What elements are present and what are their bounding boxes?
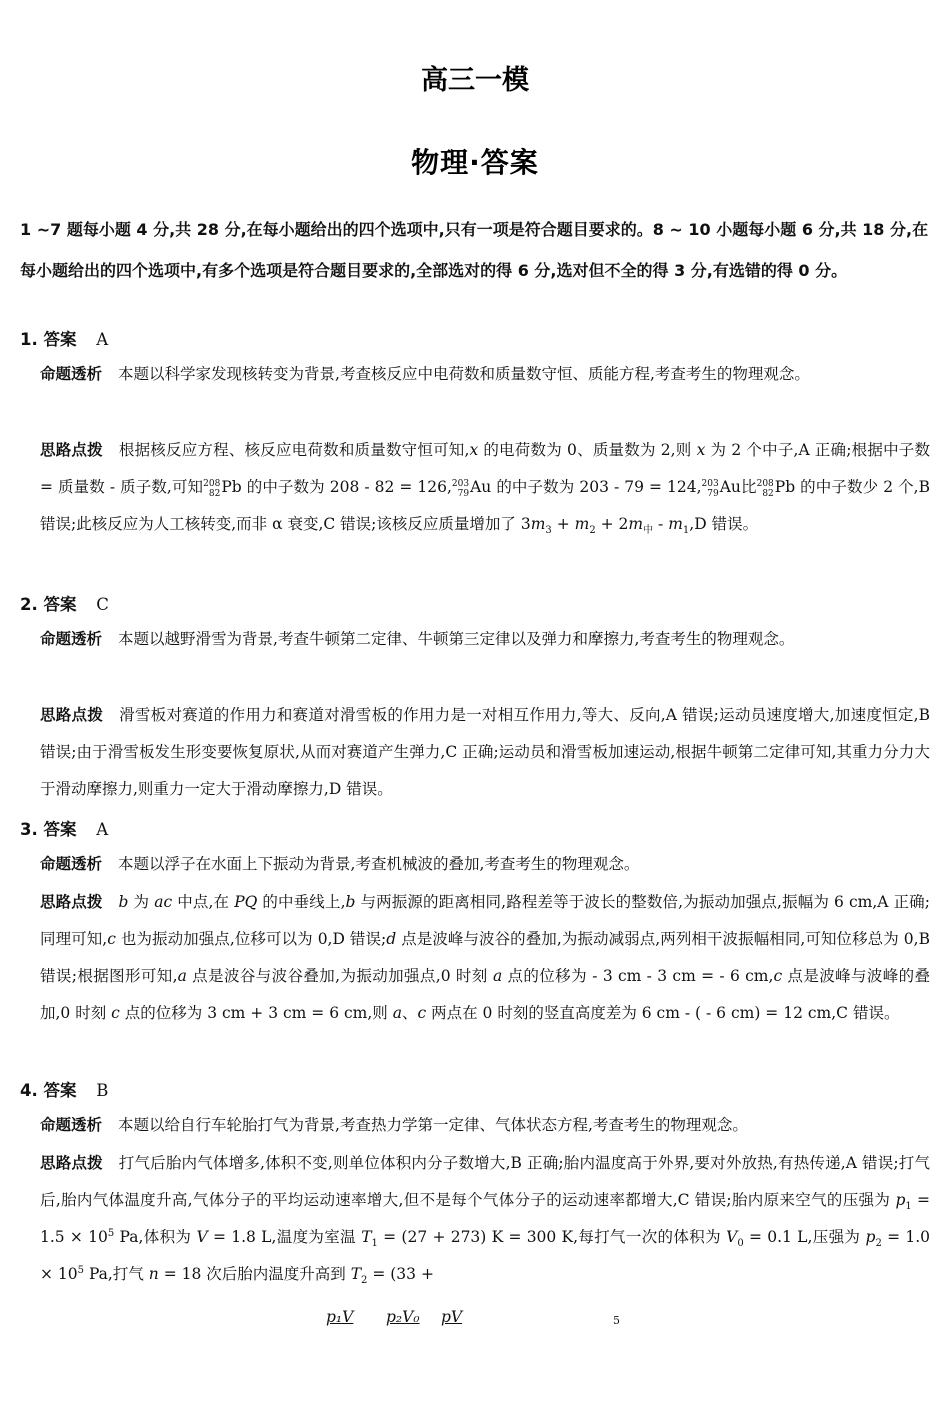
answer-label: 答案: [43, 820, 77, 839]
text-run: +: [551, 515, 575, 533]
text-run: 根据核反应方程、核反应电荷数和质量数守恒可知,: [118, 441, 470, 459]
subscript: 1: [371, 1238, 378, 1250]
text-run: = 1.5 × 10: [40, 1191, 930, 1246]
approach-label: 思路点拨: [40, 441, 103, 459]
answer-value: B: [96, 1081, 109, 1100]
answer-label: 答案: [43, 1081, 77, 1100]
variable: x: [469, 441, 479, 459]
superscript: 5: [107, 1227, 115, 1239]
formula-fragment: p₂V₀: [386, 1308, 420, 1326]
question-1-analysis: [40, 356, 930, 393]
atomic-number: 82: [208, 489, 221, 499]
mass-number: 203: [701, 479, 719, 489]
analysis-text: 本题以越野滑雪为背景,考查牛顿第二定律、牛顿第三定律以及弹力和摩擦力,考查考生的物理观念。: [118, 630, 795, 648]
variable: m: [574, 515, 590, 533]
text-run: 为 2 个中子,A 正确;根据中子数 = 质量数 - 质子数,可知: [40, 441, 931, 496]
text-run: 两点在 0 时刻的竖直高度差为 6 cm - ( - 6 cm) = 12 cm,C 错误。: [426, 1004, 900, 1022]
pb-isotope-index: [203, 479, 220, 499]
scoring-instructions: 1 ~7 题每小题 4 分,共 28 分,在每小题给出的四个选项中,只有一项是符合题目要求的。8 ~ 10 小题每小题 6 分,共 18 分,在每小题给出的四个选项中,有多个选项是符合题目要求的,全部选对的得 6 分,选对但不全的得 3 分,有选错的得 0 分。: [20, 220, 929, 280]
variable: m: [530, 515, 546, 533]
variable: ac: [154, 893, 173, 911]
variable: V: [726, 1228, 738, 1246]
variable: n: [148, 1265, 159, 1283]
page-subtitle: 物理·答案: [411, 146, 539, 179]
text-run: 中点,在: [172, 893, 235, 911]
analysis-label: 命题透析: [40, 630, 103, 648]
text-run: Pb 的中子数为 208 - 82 = 126,: [221, 478, 452, 496]
variable: m: [668, 515, 683, 533]
analysis-text: 本题以给自行车轮胎打气为背景,考查热力学第一定律、气体状态方程,考查考生的物理观念。: [118, 1116, 748, 1134]
approach-label: 思路点拨: [40, 706, 104, 724]
subscript: 1: [682, 525, 690, 537]
text-run: 打气后胎内气体增多,体积不变,则单位体积内分子数增大,B 正确;胎内温度高于外界,要对外放热,有热传递,A 错误;打气后,胎内气体温度升高,气体分子的平均运动速率增大,但不是每个气体分子的运动速率都增大,C 错误;胎内原来空气的压强为: [40, 1154, 930, 1209]
text-run: Au比: [719, 478, 757, 496]
text-run: -: [653, 515, 669, 533]
question-1-approach: [40, 432, 930, 543]
variable: T: [361, 1228, 372, 1246]
text-run: 点是波峰与波谷的叠加,为振动减弱点,两列相干波振幅相同,可知位移总为 0,B 错误;根据图形可知,: [40, 930, 930, 985]
subscript: 3: [545, 525, 552, 537]
text-run: = (33 +: [367, 1265, 434, 1283]
mass-number: 208: [756, 479, 774, 489]
atomic-number: 79: [457, 489, 470, 499]
variable: c: [107, 930, 116, 948]
superscript: 5: [77, 1264, 85, 1276]
approach-label: 思路点拨: [40, 1154, 103, 1172]
subscript: 1: [905, 1201, 912, 1213]
question-3-answer: [20, 816, 108, 840]
analysis-text: 本题以科学家发现核转变为背景,考查核反应中电荷数和质量数守恒、质能方程,考查考生的物理观念。: [118, 365, 810, 383]
formula-fragment: p₁V: [326, 1308, 354, 1326]
analysis-label: 命题透析: [40, 855, 103, 873]
text-run: = 1.0 × 10: [40, 1228, 930, 1283]
variable: m: [628, 515, 644, 533]
text-run: Au 的中子数为 203 - 79 = 124,: [470, 478, 702, 496]
variable: c: [111, 1004, 120, 1022]
subscript: 2: [361, 1275, 368, 1287]
variable: V: [196, 1228, 208, 1246]
text-run: Pa,体积为: [114, 1228, 197, 1246]
text-run: 点是波峰与波峰的叠加,0 时刻: [40, 967, 931, 1022]
formula-fragment: pV: [441, 1308, 463, 1326]
question-1-answer: [20, 326, 108, 350]
atomic-number: 79: [707, 489, 719, 499]
variable: b: [118, 893, 129, 911]
answer-value: A: [96, 330, 109, 349]
text-run: 为: [128, 893, 155, 911]
text-run: 、: [402, 1004, 418, 1022]
variable: p: [865, 1228, 876, 1246]
text-run: 的电荷数为 0、质量数为 2,则: [478, 441, 697, 459]
variable: d: [386, 930, 397, 948]
text-run: Pb 的中子数少 2 个,B 错误;此核反应为人工核转变,而非 α 衰变,C 错误;该核反应质量增加了 3: [40, 478, 931, 533]
question-number: 3.: [20, 820, 38, 839]
variable: PQ: [234, 893, 258, 911]
text-run: Pa,打气: [84, 1265, 149, 1283]
variable: a: [177, 967, 187, 985]
answer-label: 答案: [43, 330, 77, 349]
variable: a: [392, 1004, 402, 1022]
text-run: 点的位移为 3 cm + 3 cm = 6 cm,则: [119, 1004, 393, 1022]
atomic-number: 82: [762, 489, 774, 499]
question-number: 4.: [20, 1081, 38, 1100]
question-4-answer: [20, 1077, 108, 1101]
text-run: ,D 错误。: [689, 515, 759, 533]
question-4-approach: [40, 1145, 930, 1293]
variable: T: [350, 1265, 362, 1283]
analysis-label: 命题透析: [40, 1116, 103, 1134]
text-run: 的中垂线上,: [257, 893, 346, 911]
subscript: 0: [737, 1238, 744, 1250]
pb-isotope-index: [757, 479, 774, 499]
variable: c: [773, 967, 783, 985]
question-4-analysis: [40, 1107, 930, 1144]
mass-number: 208: [203, 479, 221, 489]
variable: x: [696, 441, 706, 459]
text-run: 点的位移为 - 3 cm - 3 cm = - 6 cm,: [502, 967, 774, 985]
answer-value: C: [96, 595, 109, 614]
text-run: + 2: [595, 515, 629, 533]
variable: a: [492, 967, 503, 985]
question-3-analysis: [40, 846, 930, 883]
question-2-analysis: [40, 621, 930, 658]
au-isotope-index: [452, 479, 469, 499]
au-isotope-index: [702, 479, 719, 499]
text-run: 也为振动加强点,位移可以为 0,D 错误;: [115, 930, 387, 948]
answer-label: 答案: [43, 595, 77, 614]
question-2-approach: [40, 697, 930, 808]
text-run: 点是波谷与波谷叠加,为振动加强点,0 时刻: [186, 967, 493, 985]
text-run: 与两振源的距离相同,路程差等于波长的整数倍,为振动加强点,振幅为 6 cm,A 正确;同理可知,: [40, 893, 930, 948]
page-number: 5: [613, 1314, 620, 1327]
analysis-label: 命题透析: [40, 365, 103, 383]
mass-number: 203: [451, 479, 470, 489]
text-run: = 0.1 L,压强为: [743, 1228, 866, 1246]
answer-value: A: [96, 820, 109, 839]
question-2-answer: [20, 591, 109, 615]
question-3-approach: [40, 884, 930, 1032]
approach-text: 滑雪板对赛道的作用力和赛道对滑雪板的作用力是一对相互作用力,等大、反向,A 错误;运动员速度增大,加速度恒定,B 错误;由于滑雪板发生形变要恢复原状,从而对赛道产生弹力,C 正确;运动员和滑雪板加速运动,根据牛顿第二定律可知,其重力分力大于滑动摩擦力,则重力一定大于滑动摩擦力,D 错误。: [40, 706, 930, 798]
text-run: = 18 次后胎内温度升高到: [158, 1265, 351, 1283]
question-number: 2.: [20, 595, 38, 614]
subscript: 2: [589, 525, 596, 537]
page-title: 高三一模: [421, 65, 529, 96]
subscript: 中: [643, 525, 654, 537]
approach-label: 思路点拨: [40, 893, 103, 911]
variable: c: [417, 1004, 427, 1022]
question-number: 1.: [20, 330, 38, 349]
variable: b: [345, 893, 356, 911]
subscript: 2: [875, 1238, 882, 1250]
text-run: = (27 + 273) K = 300 K,每打气一次的体积为: [377, 1228, 727, 1246]
analysis-text: 本题以浮子在水面上下振动为背景,考查机械波的叠加,考查考生的物理观念。: [118, 855, 640, 873]
variable: p: [895, 1191, 906, 1209]
text-run: = 1.8 L,温度为室温: [207, 1228, 362, 1246]
